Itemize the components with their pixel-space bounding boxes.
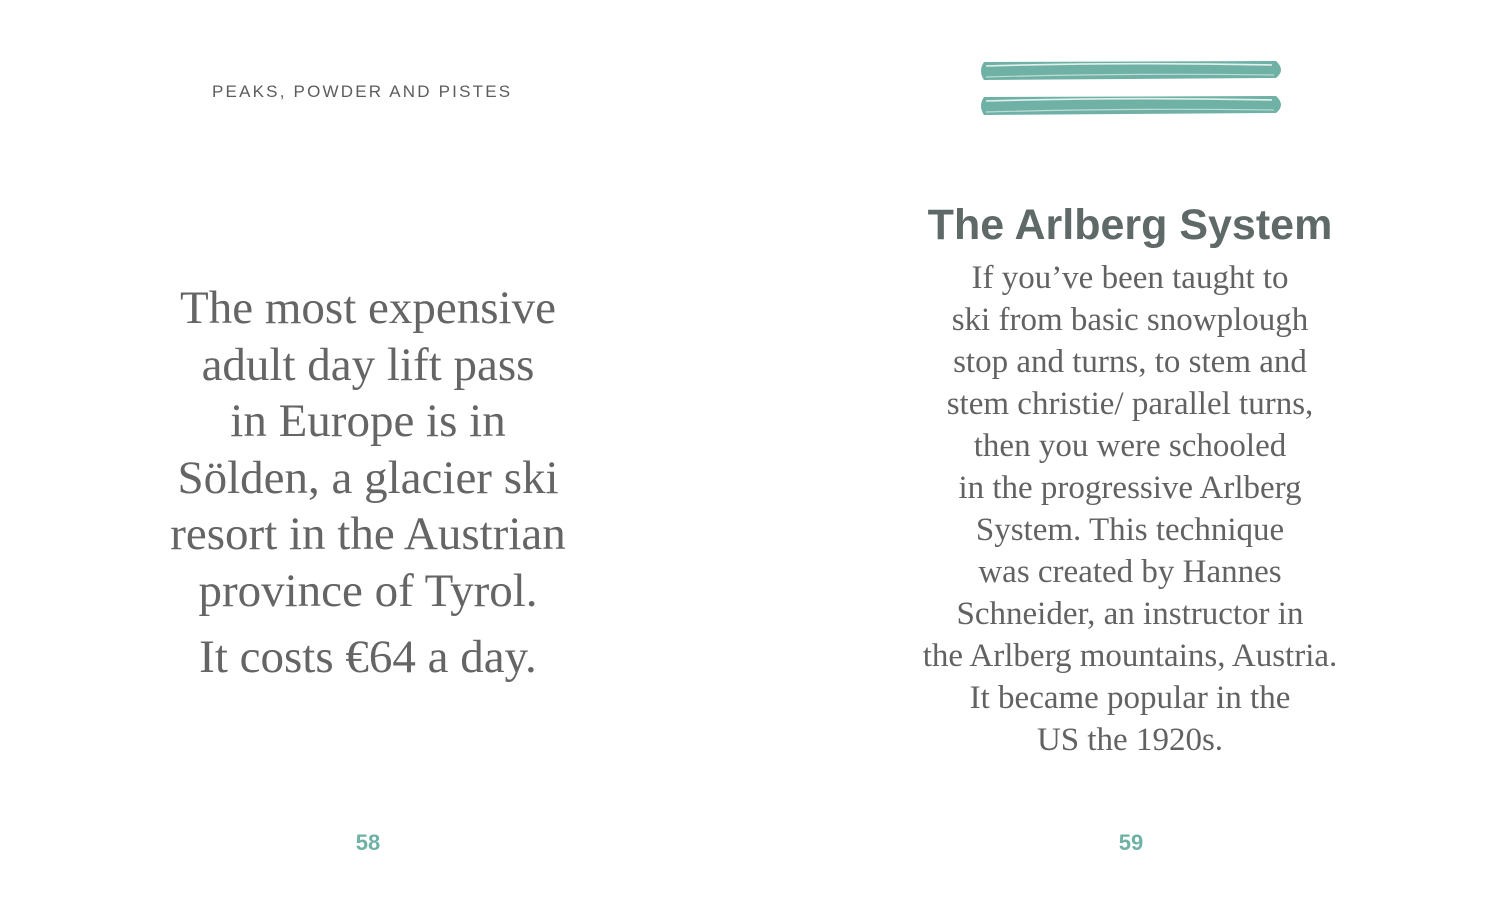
skis-icon	[976, 56, 1288, 122]
body-line: ski from basic snowplough	[951, 302, 1309, 338]
body-line: If you’ve been taught to	[971, 260, 1289, 296]
body-line: in the progressive Arlberg	[958, 470, 1302, 506]
body-line: then you were schooled	[973, 428, 1287, 464]
fact-line: province of Tyrol.	[198, 564, 538, 617]
body-line: stem christie/ parallel turns,	[946, 386, 1314, 422]
fact-line: adult day lift pass	[201, 338, 535, 391]
body-line: Schneider, an instructor in	[956, 596, 1304, 632]
page-number-left: 58	[355, 830, 381, 855]
fact-line: resort in the Austrian	[170, 508, 566, 560]
body-line: It became popular in the	[969, 680, 1291, 716]
body-line: US the 1920s.	[1036, 722, 1224, 758]
fact-line: Sölden, a glacier ski	[177, 451, 559, 504]
body-line: the Arlberg mountains, Austria.	[922, 638, 1338, 674]
body-line: stop and turns, to stem and	[953, 344, 1307, 380]
fact-line: The most expensive	[180, 282, 556, 334]
body-line: System. This technique	[975, 512, 1285, 548]
lift-pass-fact	[118, 280, 618, 685]
fact-line: in Europe is in	[230, 395, 506, 447]
article-body	[830, 257, 1430, 761]
body-line: was created by Hannes	[978, 554, 1282, 590]
running-head: PEAKS, POWDER AND PISTES	[212, 82, 513, 101]
fact-cost-line: It costs €64 a day.	[199, 631, 537, 683]
article-title: The Arlberg System	[927, 201, 1333, 249]
page-number-right: 59	[1118, 830, 1144, 855]
right-page	[750, 0, 1500, 909]
